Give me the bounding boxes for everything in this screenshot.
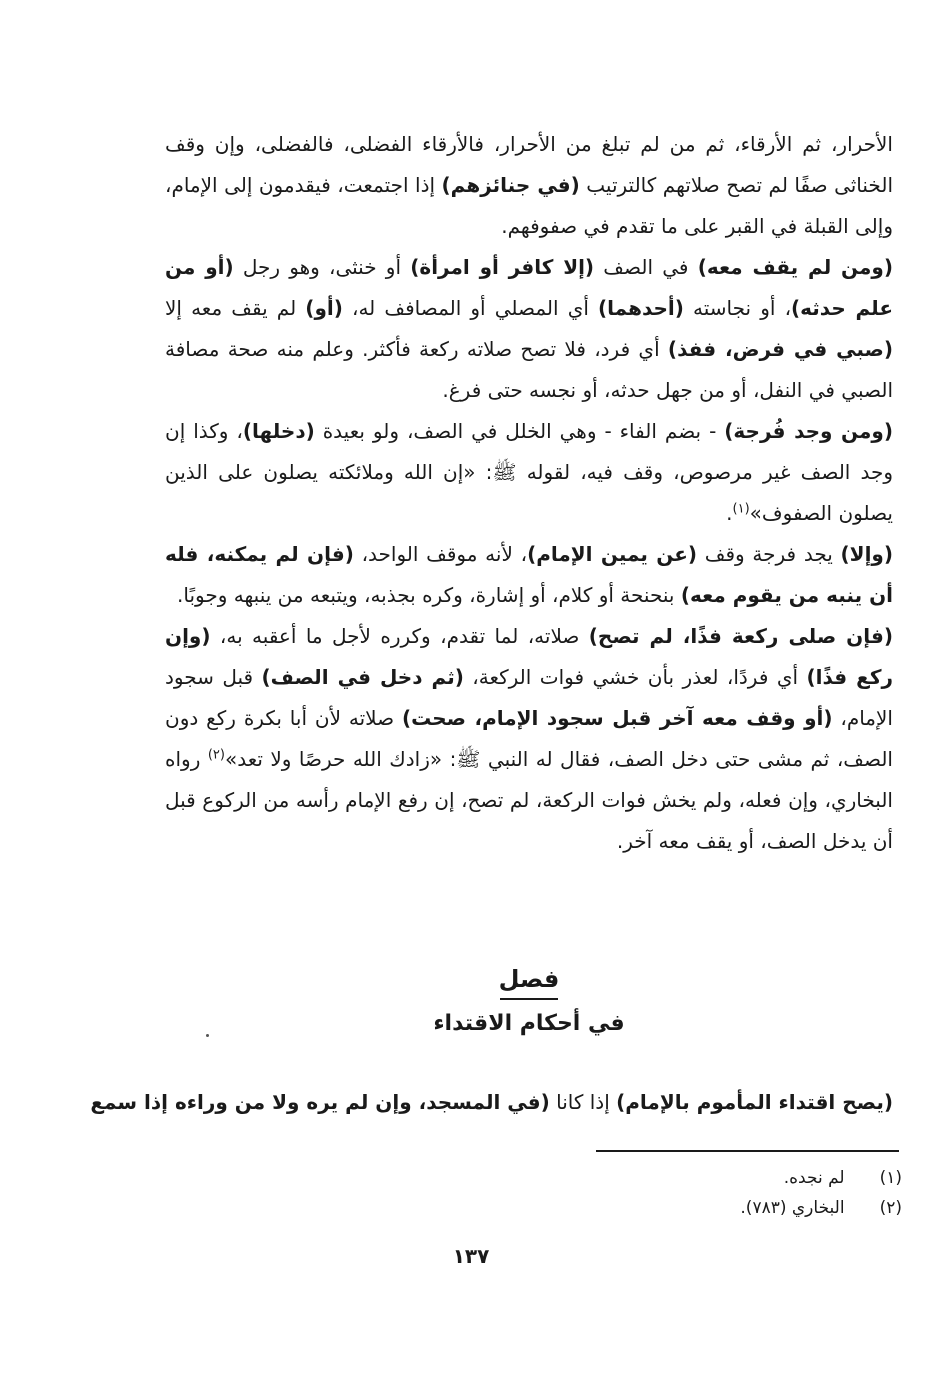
- footnote-text: البخاري (٧٨٣).: [740, 1198, 845, 1218]
- sharh-text: إذا اجتمعت، فيقدمون إلى الإمام، وإلى القبلة في القبر على ما تقدم في صفوفهم.: [165, 173, 893, 238]
- matn-text: (ثم دخل في الصف): [261, 665, 464, 689]
- sharh-text: .: [726, 501, 733, 525]
- sharh-text: أي المصلي أو المصافف له،: [342, 296, 599, 320]
- matn-text: (في جنائزهم): [441, 173, 580, 197]
- matn-text: (أو): [305, 296, 343, 320]
- sharh-text: ، وكذا إن وجد الصف غير مرصوص، وقف فيه، لقوله ﷺ: «إن الله وملائكته يصلون على الذين يصلون الصفوف»: [165, 419, 893, 525]
- matn-text: (وإلا): [840, 542, 893, 566]
- sharh-text: صلاته، لما تقدم، وكرره لأجل ما أعقبه به،: [210, 624, 589, 648]
- matn-text: (فإن لم يمكنه، فله أن ينبه من يقوم معه): [165, 542, 893, 607]
- sharh-text: رواه البخاري، وإن فعله، ولم يخش فوات الركعة، لم تصح، إن رفع الإمام رأسه من الركوع قبل أن يدخل الصف، أو يقف معه آخر.: [165, 747, 893, 853]
- section-subheading: في أحكام الاقتداء: [433, 1011, 625, 1036]
- paragraph: [165, 616, 893, 862]
- sharh-text: إذا كانا: [549, 1090, 617, 1114]
- matn-text: (فإن صلى ركعة فذًا، لم تصح): [588, 624, 893, 648]
- matn-text: (إلا كافر أو امرأة): [410, 255, 595, 279]
- sharh-text: ، أو نجاسته: [683, 296, 792, 320]
- matn-text: (عن يمين الإمام): [527, 542, 698, 566]
- continuing-paragraph: [90, 1082, 893, 1123]
- matn-text: (وإن ركع فذًا): [165, 624, 893, 689]
- sharh-text: في الصف: [594, 255, 698, 279]
- matn-text: (ومن وجد فُرجة): [724, 419, 893, 443]
- footnote-ref: (١): [732, 501, 750, 517]
- matn-text: (دخلها): [242, 419, 315, 443]
- sharh-text: أي فردًا، لعذر بأن خشي فوات الركعة،: [463, 665, 807, 689]
- sharh-text: - بضم الفاء - وهي الخلل في الصف، ولو بعيدة: [314, 419, 725, 443]
- matn-text: (أحدهما): [598, 296, 684, 320]
- sharh-text: بنحنحة أو كلام، أو إشارة، وكره بجذبه، ويتبعه من ينبهه وجوبًا.: [177, 583, 681, 607]
- footnotes: [740, 1163, 902, 1223]
- matn-text: (أو وقف معه آخر قبل سجود الإمام، صحت): [401, 706, 833, 730]
- sharh-text: صلاته لأن أبا بكرة ركع دون الصف، ثم مشى حتى دخل الصف، فقال له النبي ﷺ: «زادك الله حرصًا ولا تعد»: [165, 706, 893, 771]
- paragraph: [165, 247, 893, 411]
- footnote-number: (٢): [879, 1198, 902, 1218]
- footnote-ref: (٢): [207, 747, 225, 763]
- footnote-text: لم نجده.: [783, 1168, 845, 1188]
- footnote-item: [740, 1193, 902, 1223]
- sharh-text: ، لأنه موقف الواحد،: [353, 542, 528, 566]
- paragraph: [165, 411, 893, 534]
- matn-text: (ومن لم يقف معه): [697, 255, 893, 279]
- footnote-number: (١): [879, 1168, 902, 1188]
- sharh-text: أي فرد، فلا تصح صلاته ركعة فأكثر. وعلم منه صحة مصافة الصبي في النفل، أو من جهل حدثه، أو نجسه حتى فرغ.: [165, 337, 893, 402]
- paragraph: [165, 124, 893, 247]
- section-header: [165, 960, 893, 1044]
- footnote-item: [740, 1163, 902, 1193]
- page-number: ١٣٧: [452, 1244, 490, 1268]
- print-speck: [206, 1034, 209, 1037]
- matn-text: (صبي في فرض، ففذ): [667, 337, 893, 361]
- matn-text: (يصح اقتداء المأموم بالإمام): [616, 1090, 893, 1114]
- sharh-text: الأحرار، ثم الأرقاء، ثم من لم تبلغ من الأحرار، فالأرقاء الفضلى، فالفضلى، وإن وقف الخناثى صفًا لم تصح صلاتهم كالترتيب: [165, 132, 893, 197]
- footnote-separator: [596, 1150, 899, 1152]
- main-text: [165, 124, 893, 862]
- sharh-text: أو خنثى، وهو رجل: [233, 255, 411, 279]
- sharh-text: يجد فرجة وقف: [697, 542, 841, 566]
- matn-text: (في المسجد، وإن لم يره ولا من وراءه إذا سمع: [90, 1090, 550, 1114]
- sharh-text: لم يقف معه إلا: [165, 296, 306, 320]
- sharh-text: قبل سجود الإمام،: [165, 665, 893, 730]
- matn-text: (أو من علم حدثه): [165, 255, 894, 320]
- paragraph: [165, 534, 893, 616]
- section-heading: فصل: [165, 960, 893, 1000]
